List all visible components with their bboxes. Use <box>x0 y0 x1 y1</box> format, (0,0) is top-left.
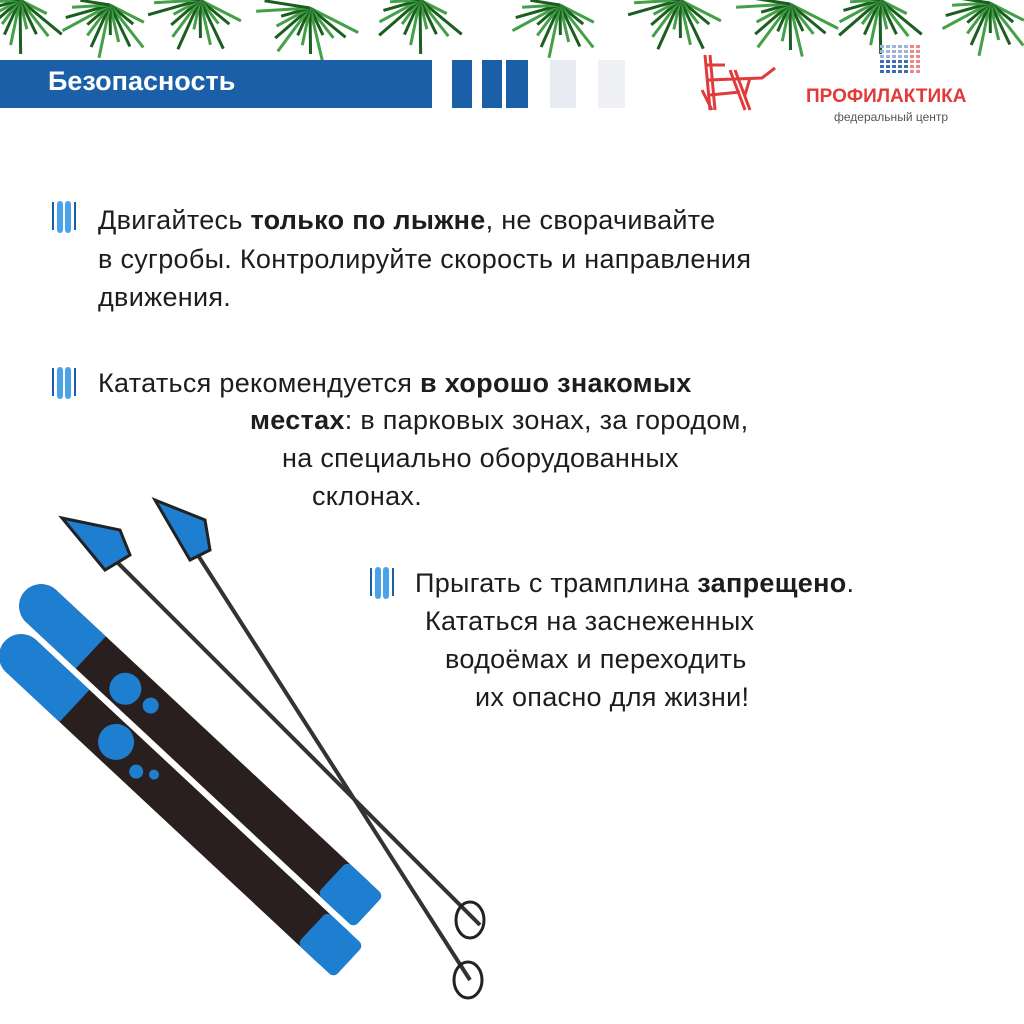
tip-2-line <box>282 443 679 474</box>
tip-1-line <box>98 282 231 313</box>
tip-text: Кататься рекомендуется <box>98 368 421 398</box>
tip-text: в сугробы. Контролируйте скорость и направления <box>98 244 752 274</box>
tip-1-line <box>98 205 716 236</box>
logo-subtitle: федеральный центр <box>834 110 949 124</box>
header-stripe <box>550 60 576 108</box>
tip-2-line <box>312 481 422 512</box>
tip-text: склонах. <box>312 481 423 511</box>
header-stripe <box>482 60 502 108</box>
logo-name: ПРОФИЛАКТИКА <box>806 86 967 107</box>
skis-illustration <box>0 480 560 1024</box>
skis-bullet-icon <box>50 200 78 234</box>
red-horse-icon <box>700 50 780 115</box>
skis-bullet-icon <box>50 366 78 400</box>
logo-grid-icon <box>880 45 925 75</box>
header-stripe <box>598 60 625 108</box>
header-stripe <box>452 60 472 108</box>
skis-bullet-icon <box>368 566 396 600</box>
tip-text: Прыгать с трамплина <box>415 568 698 598</box>
emphasis-text: в хорошо знакомых <box>420 368 692 398</box>
tip-text: Двигайтесь <box>98 205 251 235</box>
header-stripe <box>506 60 528 108</box>
tip-text: их опасно для жизни! <box>475 682 750 712</box>
tip-text: на специально оборудованных <box>282 443 679 473</box>
tip-3-line <box>445 644 747 675</box>
tip-text: , не сворачивайте <box>485 205 716 235</box>
emphasis-text: местах <box>250 405 345 435</box>
emphasis-text: запрещено <box>697 568 847 598</box>
tip-text: Кататься на заснеженных <box>425 606 755 636</box>
tip-2-line <box>250 405 748 436</box>
tip-text: движения. <box>98 282 232 312</box>
tip-3-line <box>425 606 754 637</box>
tip-1-line <box>98 244 751 275</box>
tip-3-line <box>415 568 854 599</box>
emphasis-text: только по лыжне <box>250 205 486 235</box>
tip-text: водоёмах и переходить <box>445 644 747 674</box>
header-title: Безопасность <box>48 66 236 96</box>
tip-3-line <box>475 682 749 713</box>
tip-text: . <box>846 568 855 598</box>
tip-2-line <box>98 368 692 399</box>
tip-text: : в парковых зонах, за городом, <box>344 405 749 435</box>
